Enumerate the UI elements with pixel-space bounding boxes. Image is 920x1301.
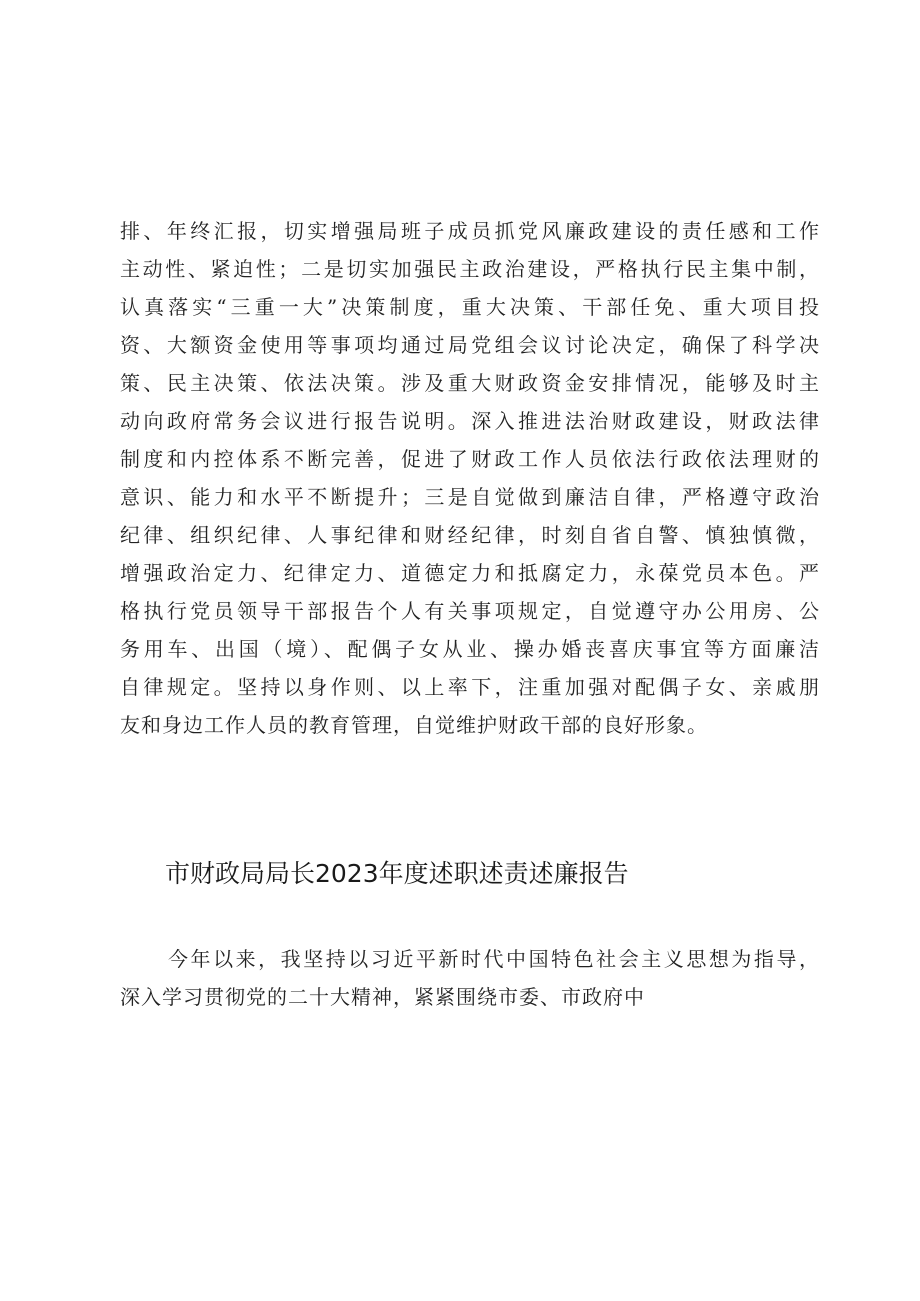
paragraph-line: 纪律、组织纪律、人事纪律和财经纪律，时刻自省自警、慎独慎微， (120, 523, 820, 547)
paragraph-line: 制度和内控体系不断完善，促进了财政工作人员依法行政依法理财的 (120, 447, 820, 471)
paragraph-line: 策、民主决策、依法决策。涉及重大财政资金安排情况，能够及时主 (120, 371, 820, 395)
paragraph-line: 认真落实“三重一大”决策制度，重大决策、干部任免、重大项目投 (120, 295, 820, 319)
paragraph-line: 资、大额资金使用等事项均通过局党组会议讨论决定，确保了科学决 (120, 333, 820, 357)
paragraph-line: 深入学习贯彻党的二十大精神，紧紧围绕市委、市政府中 (120, 985, 645, 1009)
continued-paragraph (120, 212, 820, 744)
paragraph-line: 友和身边工作人员的教育管理，自觉维护财政干部的良好形象。 (120, 713, 708, 737)
paragraph-line: 排、年终汇报，切实增强局班子成员抓党风廉政建设的责任感和工作 (120, 219, 820, 243)
new-paragraph (120, 940, 820, 1016)
paragraph-line: 主动性、紧迫性；二是切实加强民主政治建设，严格执行民主集中制， (120, 257, 820, 281)
paragraph-line: 格执行党员领导干部报告个人有关事项规定，自觉遵守办公用房、公 (120, 599, 820, 623)
paragraph-line: 动向政府常务会议进行报告说明。深入推进法治财政建设，财政法律 (120, 409, 820, 433)
paragraph-line: 务用车、出国（境）、配偶子女从业、操办婚丧喜庆事宜等方面廉洁 (120, 637, 820, 661)
paragraph-line: 意识、能力和水平不断提升；三是自觉做到廉洁自律，严格遵守政治 (120, 485, 820, 509)
paragraph-line: 增强政治定力、纪律定力、道德定力和抵腐定力，永葆党员本色。严 (120, 561, 820, 585)
paragraph-line: 自律规定。坚持以身作则、以上率下，注重加强对配偶子女、亲戚朋 (120, 675, 820, 699)
paragraph-line: 今年以来，我坚持以习近平新时代中国特色社会主义思想为指导， (168, 947, 820, 971)
section-heading: 市财政局局长2023年度述职述责述廉报告 (165, 859, 629, 888)
